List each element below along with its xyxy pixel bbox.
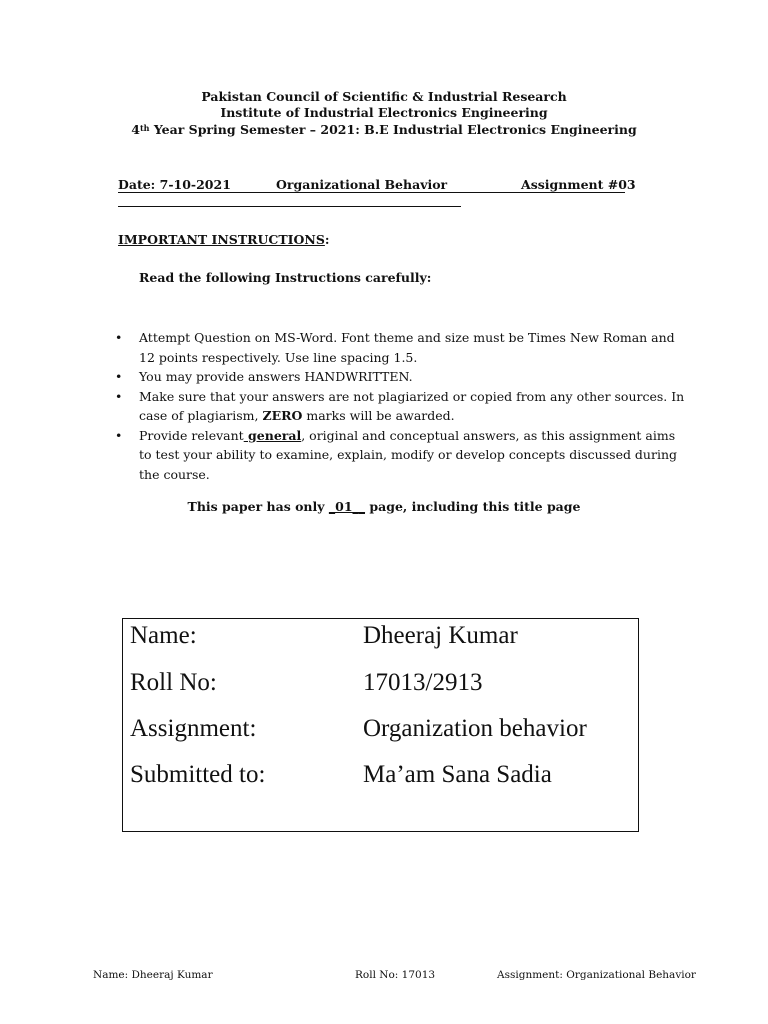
instruction-text: Provide relevant <box>139 427 244 443</box>
instruction-item <box>115 426 685 485</box>
page-count-value: _01__ <box>328 499 366 514</box>
assignment-value: Organization behavior <box>363 715 587 742</box>
footer-name: Name: Dheeraj Kumar <box>93 969 213 981</box>
instructions-heading-colon: : <box>324 232 330 247</box>
name-value: Dheeraj Kumar <box>363 622 518 649</box>
instruction-emphasis: ZERO <box>262 408 303 423</box>
institution-title: Pakistan Council of Scientific & Industrial Research <box>201 89 567 104</box>
semester-ordinal: 4 <box>131 122 140 137</box>
footer-roll: Roll No: 17013 <box>355 969 436 981</box>
footer-assignment: Assignment: Organizational Behavior <box>497 969 696 981</box>
institute-subtitle: Institute of Industrial Electronics Engineering <box>220 105 548 120</box>
course-name: Organizational Behavior <box>276 177 448 192</box>
bullet-icon: • <box>115 388 123 404</box>
bullet-icon: • <box>115 427 123 443</box>
instruction-text: Attempt Question on MS-Word. Font theme and size must be Times New Roman and 12 points respectively. Use line spacing 1.5. <box>139 330 675 365</box>
roll-label: Roll No: <box>130 669 217 696</box>
semester-line <box>0 121 768 139</box>
instruction-item <box>115 367 685 387</box>
instructions-list <box>115 328 685 484</box>
assignment-date: Date: 7-10-2021 <box>118 177 231 192</box>
instruction-text: marks will be awarded. <box>302 408 455 423</box>
assignment-number: Assignment #03 <box>521 177 636 192</box>
instruction-item <box>115 387 685 426</box>
instruction-text: You may provide answers HANDWRITTEN. <box>139 369 413 384</box>
instruction-text: , original and conceptual answers, as this assignment aims to test your ability to examine, explain, modify or develop concepts discussed during the course. <box>139 427 678 482</box>
read-instructions-line: Read the following Instructions carefully: <box>139 270 432 285</box>
semester-ordinal-suffix: th <box>139 123 150 133</box>
bullet-icon: • <box>115 330 123 345</box>
roll-value: 17013/2913 <box>363 669 483 696</box>
bullet-icon: • <box>115 369 123 384</box>
page-count-suffix: page, including this title page <box>365 499 581 514</box>
page-count-prefix: This paper has only <box>187 499 329 514</box>
submitted-value: Ma’am Sana Sadia <box>363 761 552 788</box>
page-count-note <box>0 499 768 515</box>
semester-description: Year Spring Semester – 2021: B.E Industrial Electronics Engineering <box>149 122 637 137</box>
instructions-heading-text: IMPORTANT INSTRUCTIONS <box>118 232 325 247</box>
header-divider <box>118 206 461 207</box>
student-info-box <box>122 618 639 832</box>
instruction-item <box>115 328 685 367</box>
instruction-text: Make sure that your answers are not plagiarized or copied from any other sources. In case of plagiarism, <box>139 388 685 423</box>
instructions-heading <box>118 232 330 248</box>
submitted-label: Submitted to: <box>130 761 266 788</box>
instruction-emphasis: general <box>243 427 302 443</box>
name-label: Name: <box>130 622 197 649</box>
assignment-label: Assignment: <box>130 715 257 742</box>
